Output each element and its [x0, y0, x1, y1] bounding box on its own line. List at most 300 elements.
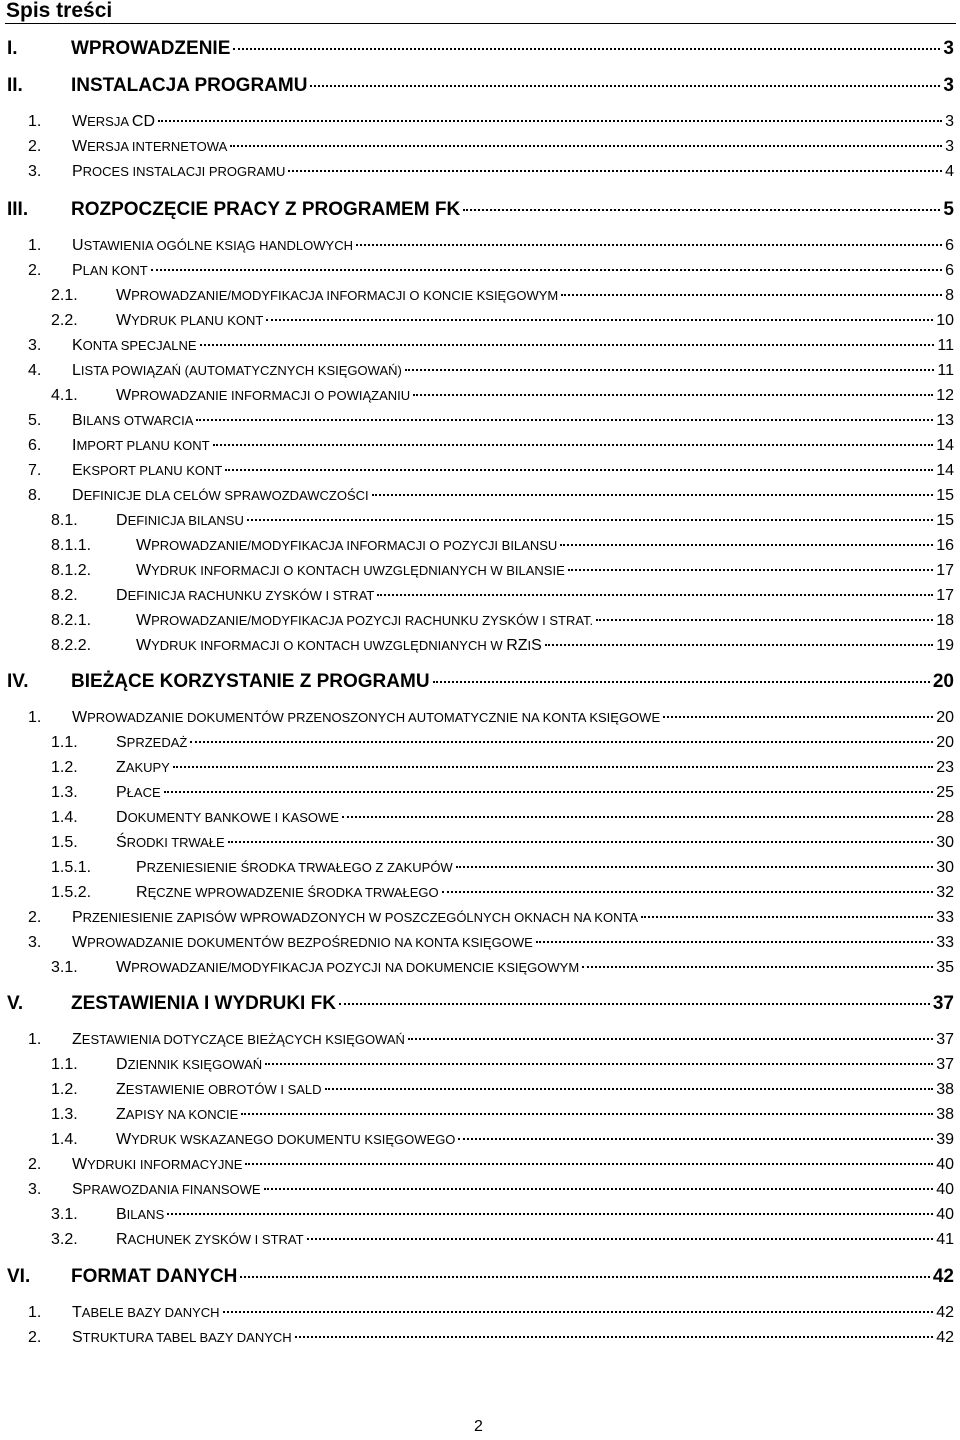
- toc-entry-text-segment: YDRUK INFORMACJI O KONTACH UWZGLĘDNIANYCH W: [151, 638, 507, 653]
- toc-entry-title: [72, 1029, 405, 1051]
- dot-leader: [200, 344, 935, 346]
- toc-entry[interactable]: [51, 310, 954, 332]
- toc-entry-title: [116, 1079, 322, 1101]
- toc-entry[interactable]: [7, 992, 954, 1016]
- toc-entry-title: [136, 857, 453, 879]
- toc-entry-number: 8.2.2.: [51, 637, 92, 654]
- toc-entry-page: 3: [945, 113, 954, 130]
- toc-entry[interactable]: [51, 832, 954, 854]
- toc-entry[interactable]: [51, 1104, 954, 1126]
- toc-entry-number: II.: [7, 75, 23, 96]
- toc-entry-page: 39: [936, 1131, 954, 1148]
- toc-entry-number: IV.: [7, 671, 29, 692]
- toc-entry-page: 10: [936, 312, 954, 329]
- dot-leader: [164, 791, 934, 793]
- toc-entry-page: 37: [932, 993, 954, 1014]
- toc-entry-page: 42: [936, 1329, 954, 1346]
- dot-leader: [377, 594, 933, 596]
- toc-entry-number: 2.2.: [51, 312, 78, 329]
- toc-entry[interactable]: [51, 385, 954, 407]
- dot-leader: [560, 544, 933, 546]
- toc-entry-text-segment: I: [527, 638, 532, 653]
- toc-entry-page: 17: [936, 562, 954, 579]
- toc-entry-text-segment: I: [72, 437, 77, 454]
- toc-entry-text-segment: W: [116, 387, 132, 404]
- toc-entry[interactable]: [51, 1079, 954, 1101]
- toc-entry-number: 1.4.: [51, 809, 78, 826]
- dot-leader: [408, 1038, 933, 1040]
- toc-entry-number: 2.: [28, 1329, 42, 1346]
- toc-entry-page: 12: [936, 387, 954, 404]
- toc-entry-title: [72, 235, 353, 257]
- toc-entry[interactable]: [51, 1204, 954, 1226]
- dot-leader: [167, 1213, 933, 1215]
- toc-entry-title: [72, 111, 155, 133]
- dot-leader: [245, 1163, 933, 1165]
- toc-entry-title: INSTALACJA PROGRAMU: [71, 75, 308, 96]
- toc-entry-text-segment: W: [72, 1156, 88, 1173]
- toc-entry[interactable]: [51, 635, 954, 657]
- toc-entry-text-segment: ZIENNIK KSIĘGOWAŃ: [127, 1057, 263, 1072]
- toc-entry-text-segment: Z: [116, 1081, 126, 1098]
- toc-entry-number: 2.1.: [51, 287, 78, 304]
- toc-entry-text-segment: U: [72, 237, 84, 254]
- dot-leader: [536, 941, 933, 943]
- toc-entry-text-segment: W: [72, 113, 88, 130]
- dot-leader: [545, 644, 933, 646]
- dot-leader: [241, 1113, 933, 1115]
- toc-entry-number: 3.1.: [51, 1206, 78, 1223]
- dot-leader: [413, 394, 933, 396]
- toc-entry-text-segment: S: [116, 734, 127, 751]
- toc-entry-number: 1.5.1.: [51, 859, 92, 876]
- toc-entry[interactable]: [7, 198, 954, 222]
- toc-entry-title: [136, 882, 439, 904]
- dot-leader: [158, 120, 942, 122]
- toc-entry[interactable]: [28, 161, 954, 183]
- toc-entry-page: 23: [936, 759, 954, 776]
- toc-entry-page: 32: [936, 884, 954, 901]
- dot-leader: [356, 244, 942, 246]
- toc-entry-number: 3.2.: [51, 1231, 78, 1248]
- toc-entry[interactable]: [28, 111, 954, 133]
- toc-entry-text-segment: PROWADZANIE DOKUMENTÓW PRZENOSZONYCH AUTOMATYCZNIE NA KONTA KSIĘGOWE: [87, 710, 661, 725]
- toc-entry[interactable]: [51, 510, 954, 532]
- toc-entry-title: [72, 161, 285, 183]
- toc-entry-title: [72, 1154, 242, 1176]
- dot-leader: [225, 469, 933, 471]
- toc-entry-text-segment: PROWADZANIE INFORMACJI O POWIĄZANIU: [131, 388, 411, 403]
- toc-entry-text-segment: PROWADZANIE/MODYFIKACJA INFORMACJI O POZYCJI BILANSU: [151, 538, 558, 553]
- dot-leader: [295, 1336, 934, 1338]
- dot-leader: [458, 1138, 933, 1140]
- toc-entry-text-segment: LAN KONT: [82, 263, 148, 278]
- toc-entry-number: I.: [7, 38, 18, 59]
- toc-entry-text-segment: P: [116, 784, 127, 801]
- toc-entry-number: 1.3.: [51, 784, 78, 801]
- toc-entry-title: [72, 260, 148, 282]
- toc-entry[interactable]: [51, 732, 954, 754]
- toc-entry-text-segment: ILANS OTWARCIA: [82, 413, 194, 428]
- toc-entry-text-segment: PROWADZANIE/MODYFIKACJA INFORMACJI O KONCIE KSIĘGOWYM: [131, 288, 559, 303]
- dot-leader: [325, 1088, 934, 1090]
- toc-entry[interactable]: [51, 585, 954, 607]
- toc-entry-number: 1.: [28, 1031, 42, 1048]
- toc-entry-text-segment: ŁACE: [126, 785, 161, 800]
- toc-entry-title: [72, 136, 227, 158]
- toc-entry[interactable]: [51, 1054, 954, 1076]
- dot-leader: [264, 1188, 934, 1190]
- toc-entry-title: [136, 560, 565, 582]
- toc-entry-text-segment: EFINICJE DLA CELÓW SPRAWOZDAWCZOŚCI: [83, 488, 369, 503]
- toc-entry[interactable]: [28, 136, 954, 158]
- dot-leader: [266, 319, 933, 321]
- toc-entry-title: [136, 610, 593, 632]
- toc-entry-text-segment: EFINICJA BILANSU: [127, 513, 244, 528]
- toc-entry-title: [136, 635, 542, 657]
- toc-entry[interactable]: [51, 1229, 954, 1251]
- toc-entry-text-segment: R: [116, 1231, 128, 1248]
- toc-entry-title: [116, 757, 170, 779]
- toc-entry-page: 33: [936, 909, 954, 926]
- toc-entry-page: 18: [936, 612, 954, 629]
- toc-entry-page: 11: [937, 337, 954, 354]
- toc-entry-title: [116, 957, 579, 979]
- toc-entry[interactable]: [28, 707, 954, 729]
- toc-entry[interactable]: [28, 1154, 954, 1176]
- toc-entry-title: [116, 285, 558, 307]
- toc-entry-text-segment: RZENIESIENIE ŚRODKA TRWAŁEGO Z ZAKUPÓW: [146, 860, 453, 875]
- toc-entry-text-segment: RZENIESIENIE ZAPISÓW WPROWADZONYCH W POSZCZEGÓLNYCH OKNACH NA KONTA: [82, 910, 639, 925]
- toc-entry-text-segment: ESTAWIENIA DOTYCZĄCE BIEŻĄCYCH KSIĘGOWAŃ: [81, 1032, 405, 1047]
- toc-entry[interactable]: [28, 485, 954, 507]
- toc-entry[interactable]: [28, 460, 954, 482]
- toc-entry-text-segment: W: [136, 562, 152, 579]
- toc-entry-title: ZESTAWIENIA I WYDRUKI FK: [71, 993, 336, 1014]
- toc-entry[interactable]: [51, 857, 954, 879]
- toc-entry[interactable]: [51, 1129, 954, 1151]
- toc-entry[interactable]: [28, 410, 954, 432]
- toc-entry-text-segment: T: [72, 1304, 82, 1321]
- toc-entry-page: 3: [945, 138, 954, 155]
- toc-entry-page: 37: [936, 1056, 954, 1073]
- toc-entry[interactable]: [7, 1265, 954, 1289]
- toc-entry-number: 1.: [28, 237, 42, 254]
- dot-leader: [568, 569, 933, 571]
- toc-entry[interactable]: [51, 285, 954, 307]
- toc-entry[interactable]: [51, 957, 954, 979]
- toc-entry-text-segment: ISTA POWIĄZAŃ (AUTOMATYCZNYCH KSIĘGOWAŃ): [80, 363, 402, 378]
- toc-entry-number: 1.3.: [51, 1106, 78, 1123]
- toc-entry-title: [72, 410, 193, 432]
- dot-leader: [310, 85, 940, 87]
- toc-entry-text-segment: Z: [116, 1106, 126, 1123]
- toc-entry-page: 15: [936, 512, 954, 529]
- toc-entry-text-segment: K: [72, 337, 83, 354]
- toc-entry-text-segment: W: [136, 537, 152, 554]
- toc-entry-text-segment: ILANS: [126, 1207, 165, 1222]
- toc-entry[interactable]: [7, 670, 954, 694]
- toc-entry-text-segment: RODKI TRWAŁE: [126, 835, 225, 850]
- toc-entry-text-segment: CD: [131, 113, 156, 130]
- toc-entry-text-segment: ACHUNEK ZYSKÓW I STRAT: [127, 1232, 304, 1247]
- toc-entry-text-segment: APISY NA KONCIE: [125, 1107, 239, 1122]
- toc-entry-page: 20: [932, 671, 954, 692]
- toc-entry-page: 38: [936, 1106, 954, 1123]
- dot-leader: [463, 209, 940, 211]
- toc-entry-page: 3: [943, 38, 954, 59]
- dot-leader: [339, 1003, 930, 1005]
- dot-leader: [307, 1238, 934, 1240]
- dot-leader: [233, 48, 940, 50]
- toc-entry-text-segment: D: [116, 1056, 128, 1073]
- toc-entry[interactable]: [51, 782, 954, 804]
- toc-entry-text-segment: KSPORT PLANU KONT: [82, 463, 223, 478]
- toc-entry-title: [116, 832, 225, 854]
- toc-entry-number: 2.: [28, 1156, 42, 1173]
- toc-entry-text-segment: W: [72, 934, 88, 951]
- dot-leader: [228, 841, 934, 843]
- toc-entry-number: 1.2.: [51, 1081, 78, 1098]
- toc-entry-number: 2.: [28, 138, 42, 155]
- toc-entry-title: BIEŻĄCE KORZYSTANIE Z PROGRAMU: [71, 671, 430, 692]
- toc-entry[interactable]: [28, 360, 954, 382]
- toc-entry-text-segment: Z: [72, 1031, 82, 1048]
- toc-entry-text-segment: STAWIENIA OGÓLNE KSIĄG HANDLOWYCH: [83, 238, 353, 253]
- toc-entry-text-segment: S: [72, 1329, 83, 1346]
- toc-entry-number: 1.5.: [51, 834, 78, 851]
- toc-entry-text-segment: W: [72, 138, 88, 155]
- toc-entry-text-segment: P: [72, 909, 83, 926]
- toc-entry[interactable]: [28, 1179, 954, 1201]
- toc-entry-title: [72, 1327, 292, 1349]
- toc-entry-number: 8.1.: [51, 512, 78, 529]
- toc-entry-text-segment: TRUKTURA TABEL BAZY DANYCH: [82, 1330, 292, 1345]
- toc-entry-number: 2.: [28, 262, 42, 279]
- toc-entry-page: 38: [936, 1081, 954, 1098]
- toc-entry-page: 19: [936, 637, 954, 654]
- toc-entry-text-segment: E: [72, 462, 83, 479]
- toc-entry-number: III.: [7, 199, 29, 220]
- toc-entry-text-segment: D: [116, 512, 128, 529]
- toc-entry-title: [116, 1104, 238, 1126]
- toc-entry-number: 4.1.: [51, 387, 78, 404]
- dot-leader: [342, 816, 933, 818]
- toc-entry-number: 7.: [28, 462, 42, 479]
- toc-entry-page: 14: [936, 462, 954, 479]
- toc-entry-title: [116, 385, 410, 407]
- toc-entry[interactable]: [28, 1029, 954, 1051]
- toc-entry-title: ROZPOCZĘCIE PRACY Z PROGRAMEM FK: [71, 199, 461, 220]
- toc-entry-text-segment: P: [72, 262, 83, 279]
- toc-entry-text-segment: S: [531, 637, 542, 654]
- dot-leader: [288, 170, 942, 172]
- toc-entry-title: FORMAT DANYCH: [71, 1266, 238, 1287]
- toc-entry-title: [116, 732, 187, 754]
- toc-entry-text-segment: YDRUKI INFORMACYJNE: [87, 1157, 243, 1172]
- toc-entry-number: 1.: [28, 709, 42, 726]
- toc-entry-number: VI.: [7, 1266, 31, 1287]
- toc-entry-page: 30: [936, 834, 954, 851]
- toc-entry-text-segment: PRZEDAŻ: [126, 735, 188, 750]
- toc-entry-number: 3.: [28, 337, 42, 354]
- toc-entry-page: 11: [937, 362, 954, 379]
- toc-entry[interactable]: [51, 882, 954, 904]
- toc-entry[interactable]: [28, 235, 954, 257]
- toc-entry-title: [72, 435, 210, 457]
- dot-leader: [196, 419, 933, 421]
- toc-entry-title: [72, 360, 402, 382]
- toc-entry-page: 28: [936, 809, 954, 826]
- toc-entry-text-segment: PRAWOZDANIA FINANSOWE: [82, 1182, 261, 1197]
- toc-entry-number: 8.1.1.: [51, 537, 92, 554]
- toc-entry-page: 16: [936, 537, 954, 554]
- dot-leader: [433, 681, 930, 683]
- toc-entry-title: [72, 707, 660, 729]
- toc-entry-title: [116, 1129, 455, 1151]
- toc-entry-text-segment: YDRUK INFORMACJI O KONTACH UWZGLĘDNIANYCH W BILANSIE: [151, 563, 565, 578]
- toc-entry-title: [116, 510, 244, 532]
- dot-leader: [240, 1276, 929, 1278]
- toc-entry-page: 6: [945, 237, 954, 254]
- toc-entry-text-segment: W: [136, 612, 152, 629]
- toc-entry-page: 40: [936, 1156, 954, 1173]
- toc-entry-page: 40: [936, 1206, 954, 1223]
- dot-leader: [173, 766, 933, 768]
- toc-entry-page: 20: [936, 734, 954, 751]
- toc-entry-text-segment: D: [116, 809, 128, 826]
- toc-entry-text-segment: ONTA SPECJALNE: [82, 338, 197, 353]
- toc-entry-title: [72, 907, 638, 929]
- toc-entry-text-segment: ESTAWIENIE OBROTÓW I SALD: [125, 1082, 322, 1097]
- page-title: Spis treści: [6, 0, 113, 22]
- toc-entry-number: 1.: [28, 113, 42, 130]
- toc-entry-text-segment: OKUMENTY BANKOWE I KASOWE: [127, 810, 339, 825]
- dot-leader: [456, 866, 933, 868]
- toc-entry-text-segment: W: [116, 1131, 132, 1148]
- toc-entry-number: 8.1.2.: [51, 562, 92, 579]
- toc-entry[interactable]: [28, 932, 954, 954]
- toc-entry-text-segment: W: [136, 637, 152, 654]
- toc-entry-text-segment: ĘCZNE WPROWADZENIE ŚRODKA TRWAŁEGO: [147, 885, 439, 900]
- dot-leader: [582, 966, 933, 968]
- toc-entry-text-segment: D: [116, 587, 128, 604]
- toc-entry-text-segment: P: [72, 163, 83, 180]
- dot-leader: [213, 444, 934, 446]
- toc-entry[interactable]: [28, 1302, 954, 1324]
- toc-entry-title: [72, 932, 533, 954]
- toc-entry[interactable]: [7, 37, 954, 61]
- dot-leader: [561, 294, 942, 296]
- toc-entry-text-segment: P: [136, 859, 147, 876]
- toc-entry[interactable]: [7, 74, 954, 98]
- toc-entry-page: 20: [936, 709, 954, 726]
- toc-entry-text-segment: W: [116, 287, 132, 304]
- toc-entry-text-segment: Z: [116, 759, 126, 776]
- toc-entry-text-segment: AKUPY: [125, 760, 170, 775]
- toc-entry-text-segment: B: [116, 1206, 127, 1223]
- toc-entry-text-segment: ERSJA INTERNETOWA: [87, 139, 228, 154]
- toc-entry-number: 6.: [28, 437, 42, 454]
- toc-entry[interactable]: [28, 907, 954, 929]
- toc-entry-text-segment: W: [116, 312, 132, 329]
- dot-leader: [372, 494, 934, 496]
- dot-leader: [230, 145, 942, 147]
- toc-entry-title: [116, 1054, 262, 1076]
- toc-entry-number: 8.2.: [51, 587, 78, 604]
- toc-entry-number: 3.: [28, 1181, 42, 1198]
- toc-entry-text-segment: ABELE BAZY DANYCH: [81, 1305, 220, 1320]
- toc-entry[interactable]: [28, 435, 954, 457]
- toc-entry-text-segment: YDRUK WSKAZANEGO DOKUMENTU KSIĘGOWEGO: [131, 1132, 456, 1147]
- toc-entry[interactable]: [51, 610, 954, 632]
- dot-leader: [247, 519, 933, 521]
- toc-entry-text-segment: W: [72, 709, 88, 726]
- toc-entry-number: 3.: [28, 934, 42, 951]
- dot-leader: [442, 891, 934, 893]
- toc-entry-page: 3: [943, 75, 954, 96]
- toc-entry-number: 3.1.: [51, 959, 78, 976]
- toc-entry-title: WPROWADZENIE: [71, 38, 231, 59]
- toc-entry[interactable]: [51, 757, 954, 779]
- toc-entry-title: [116, 310, 263, 332]
- toc-entry[interactable]: [28, 335, 954, 357]
- toc-entry-title: [116, 585, 374, 607]
- dot-leader: [663, 716, 933, 718]
- toc-entry-number: 1.1.: [51, 734, 78, 751]
- toc-entry-title: [116, 782, 161, 804]
- toc-entry-number: 8.2.1.: [51, 612, 92, 629]
- toc-entry[interactable]: [28, 260, 954, 282]
- toc-entry[interactable]: [51, 807, 954, 829]
- toc-entry-text-segment: ROCES INSTALACJI PROGRAMU: [82, 164, 286, 179]
- toc-entry-text-segment: MPORT PLANU KONT: [76, 438, 210, 453]
- toc-entry-text-segment: RZ: [506, 637, 528, 654]
- toc-entry-text-segment: Ś: [116, 834, 127, 851]
- toc-entry-text-segment: PROWADZANIE/MODYFIKACJA POZYCJI RACHUNKU ZYSKÓW I STRAT.: [151, 613, 594, 628]
- toc-entry-text-segment: YDRUK PLANU KONT: [131, 313, 264, 328]
- toc-entry-text-segment: PROWADZANIE DOKUMENTÓW BEZPOŚREDNIO NA KONTA KSIĘGOWE: [87, 935, 533, 950]
- toc-entry-title: [72, 1302, 220, 1324]
- toc-entry[interactable]: [51, 560, 954, 582]
- toc-entry-text-segment: D: [72, 487, 84, 504]
- toc-entry-number: 1.2.: [51, 759, 78, 776]
- toc-entry-title: [72, 335, 197, 357]
- dot-leader: [265, 1063, 933, 1065]
- toc-entry-page: 17: [936, 587, 954, 604]
- dot-leader: [596, 619, 933, 621]
- toc-entry-page: 6: [945, 262, 954, 279]
- toc-entry-page: 14: [936, 437, 954, 454]
- toc-entry[interactable]: [28, 1327, 954, 1349]
- toc-entry-page: 41: [936, 1231, 954, 1248]
- toc-entry-number: 3.: [28, 163, 42, 180]
- toc-entry-title: [72, 485, 369, 507]
- dot-leader: [405, 369, 935, 371]
- dot-leader: [641, 916, 933, 918]
- dot-leader: [151, 269, 942, 271]
- toc-entry-number: 5.: [28, 412, 42, 429]
- dot-leader: [223, 1311, 934, 1313]
- toc-entry-text-segment: W: [116, 959, 132, 976]
- toc-entry-text-segment: PROWADZANIE/MODYFIKACJA POZYCJI NA DOKUMENCIE KSIĘGOWYM: [131, 960, 580, 975]
- toc-entry-page: 30: [936, 859, 954, 876]
- toc-entry-page: 5: [943, 199, 954, 220]
- toc-entry-page: 4: [945, 163, 954, 180]
- toc-entry-title: [72, 460, 222, 482]
- toc-entry-text-segment: R: [136, 884, 148, 901]
- toc-entry[interactable]: [51, 535, 954, 557]
